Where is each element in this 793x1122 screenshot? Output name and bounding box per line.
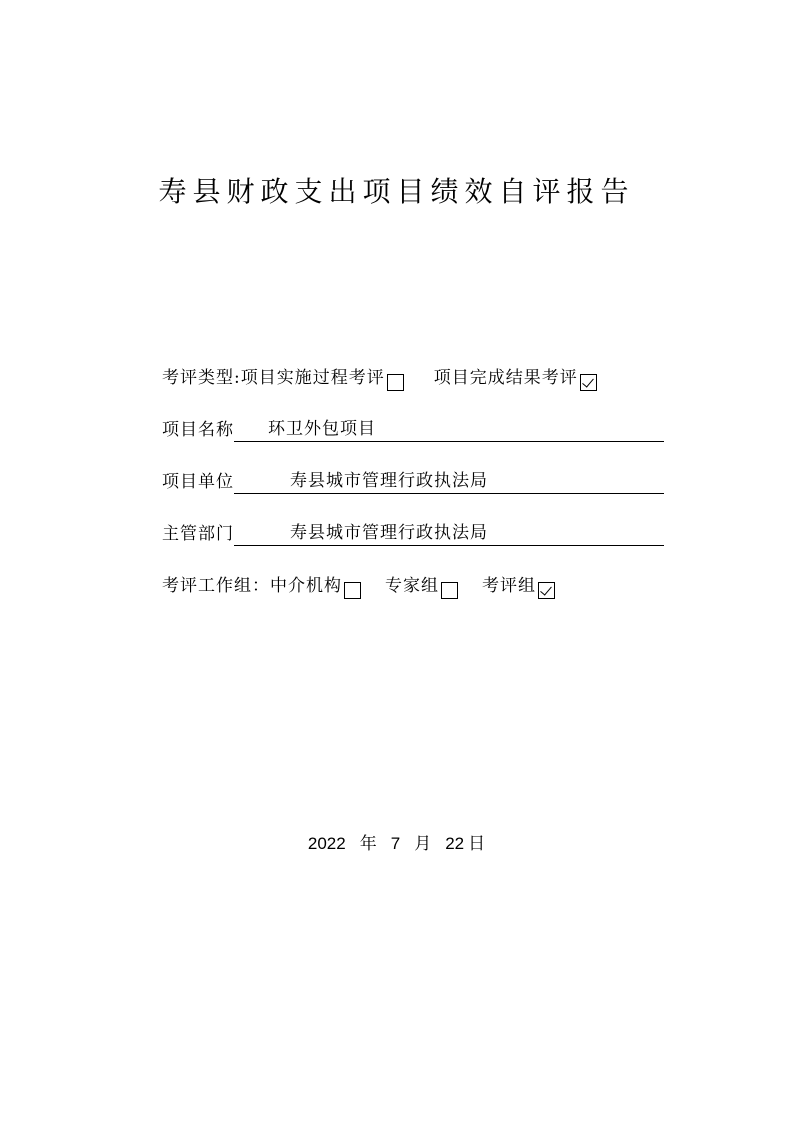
supervisor-dept-label: 主管部门 [162,524,234,544]
date-year: 2022 [307,834,346,853]
option-process-evaluation-label: 项目实施过程考评 [240,368,385,388]
report-title: 寿县财政支出项目绩效自评报告 [158,175,635,208]
expert-group-checkbox[interactable] [441,582,458,599]
project-name-label: 项目名称 [162,420,234,440]
evaluation-type-row [162,366,597,390]
project-unit-row [162,470,664,494]
result-evaluation-checkbox[interactable] [580,374,597,391]
evaluation-group-checkbox[interactable] [538,582,555,599]
evaluation-type-label: 考评类型: [162,368,241,388]
date-year-unit: 年 [359,834,377,854]
project-name-row [162,418,664,442]
evaluation-group-label: 考评工作组： [162,576,270,596]
option-agency-label: 中介机构 [270,576,342,596]
date-day-unit: 日 [468,834,486,854]
evaluation-group-row [162,574,555,598]
project-name-field[interactable]: 环卫外包项目 [234,418,664,442]
project-unit-field[interactable]: 寿县城市管理行政执法局 [234,470,664,494]
option-evaluation-group-label: 考评组 [482,576,536,596]
agency-checkbox[interactable] [344,582,361,599]
option-result-evaluation-label: 项目完成结果考评 [433,368,578,388]
process-evaluation-checkbox[interactable] [387,374,404,391]
date-month: 7 [390,834,401,853]
supervisor-dept-field[interactable]: 寿县城市管理行政执法局 [234,522,664,546]
date-month-unit: 月 [414,834,432,854]
report-date [0,832,793,856]
supervisor-dept-row [162,522,664,546]
date-day: 22 [445,834,465,853]
option-expert-group-label: 专家组 [385,576,439,596]
project-unit-label: 项目单位 [162,472,234,492]
